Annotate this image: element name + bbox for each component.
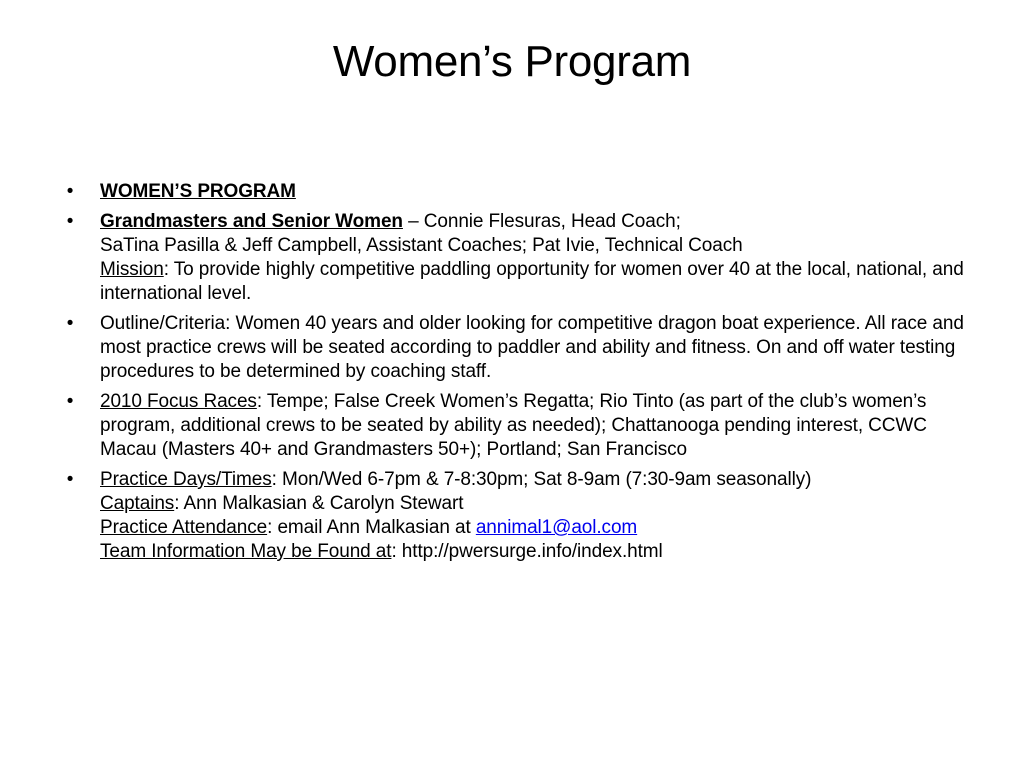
- bullet-icon: •: [66, 391, 74, 412]
- focus-races-text: : Tempe; False Creek Women’s Regatta; Rio Tinto (as part of the club’s women’s program, additional crews to be seated by ability as needed); Chattanooga pending interest, CCWC Macau (Masters 40+ and Grandmasters 50+); Portland; San Francisco: [100, 391, 927, 460]
- practice-text: : Mon/Wed 6-7pm & 7-8:30pm; Sat 8-9am (7:30-9am seasonally): [271, 469, 812, 490]
- attendance-label: Practice Attendance: [100, 517, 268, 538]
- captains-text: : Ann Malkasian & Carolyn Stewart: [174, 493, 464, 514]
- bullet-icon: •: [66, 313, 74, 334]
- team-info-text: : http://pwersurge.info/index.html: [391, 541, 663, 562]
- captains-line: [100, 492, 980, 516]
- email-link[interactable]: annimal1@aol.com: [475, 517, 638, 538]
- team-info-line: [100, 540, 980, 564]
- focus-races-label: 2010 Focus Races: [100, 391, 257, 412]
- grandmasters-heading: Grandmasters and Senior Women: [100, 211, 403, 232]
- bullet-item-practice: [60, 468, 980, 564]
- bullet-item-grandmasters: [60, 210, 980, 306]
- attendance-line: [100, 516, 980, 540]
- practice-label: Practice Days/Times: [100, 469, 272, 490]
- assistant-coaches-text: SaTina Pasilla & Jeff Campbell, Assistant Coaches; Pat Ivie, Technical Coach: [100, 235, 743, 256]
- bullet-item-criteria: [60, 312, 980, 384]
- bullet-item-program: [60, 180, 980, 204]
- bullet-icon: •: [66, 211, 74, 232]
- mission-line: [100, 258, 980, 306]
- head-coach-text: – Connie Flesuras, Head Coach;: [402, 211, 681, 232]
- bullet-list: [60, 180, 980, 570]
- team-info-label: Team Information May be Found at: [100, 541, 392, 562]
- attendance-text: : email Ann Malkasian at: [267, 517, 476, 538]
- mission-label: Mission: [100, 259, 164, 280]
- program-heading: WOMEN’S PROGRAM: [100, 181, 296, 202]
- practice-line: [100, 468, 980, 492]
- grandmasters-line: [100, 210, 980, 234]
- captains-label: Captains: [100, 493, 175, 514]
- bullet-item-focus-races: [60, 390, 980, 462]
- bullet-icon: •: [66, 469, 74, 490]
- slide-title: Women’s Program: [332, 37, 692, 86]
- mission-text: : To provide highly competitive paddling opportunity for women over 40 at the local, national, and international level.: [100, 259, 964, 304]
- bullet-icon: •: [66, 181, 74, 202]
- criteria-text: Outline/Criteria: Women 40 years and older looking for competitive dragon boat experience. All race and most practice crews will be seated according to paddler and ability and fitness. On and off water testing procedures to be determined by coaching staff.: [100, 313, 964, 382]
